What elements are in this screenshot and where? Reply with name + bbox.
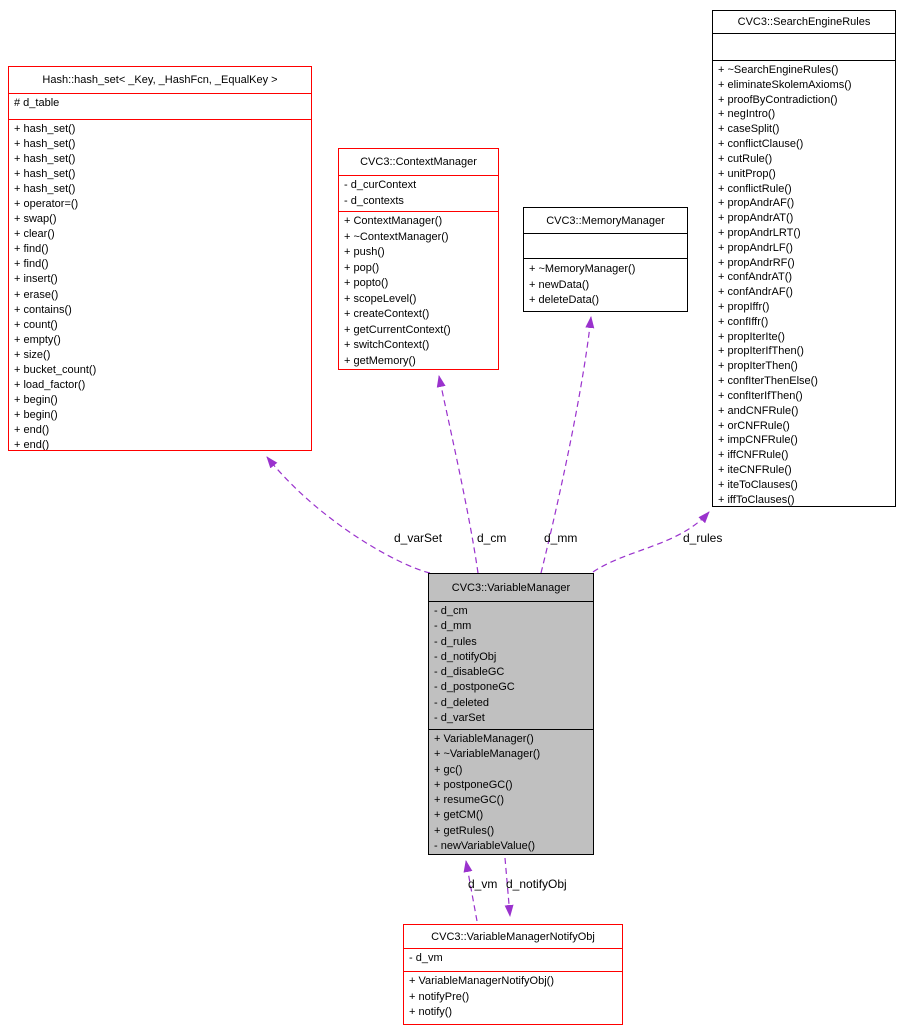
method-item: + eliminateSkolemAxioms() [718,78,852,91]
class-title-variable-manager: CVC3::VariableManager [451,581,571,594]
method-item: + popto() [344,277,389,289]
class-methods [429,729,593,854]
method-item: + end() [14,423,50,436]
method-item: + VariableManager() [434,733,534,745]
class-box-variable-manager-notify-obj[interactable] [403,924,623,1025]
class-methods [404,971,622,1024]
method-item: + propAndrLRT() [718,226,801,239]
method-item: + andCNFRule() [718,404,799,417]
method-item: + find() [14,243,49,256]
class-box-variable-manager [428,573,594,855]
method-item: + hash_set() [14,168,76,181]
method-item: + operator=() [14,198,79,211]
attribute-item: - d_contexts [344,194,404,207]
method-item: + scopeLevel() [344,292,417,305]
class-methods [524,258,687,311]
class-attributes [713,33,895,60]
method-item: + propAndrLF() [718,241,793,254]
class-title-variable-manager-notify-obj[interactable]: CVC3::VariableManagerNotifyObj [431,930,595,943]
method-item: + notifyPre() [409,990,470,1003]
class-attributes [429,601,593,729]
method-item: + getCM() [434,809,484,822]
method-item: + VariableManagerNotifyObj() [409,975,554,987]
method-item: + swap() [14,213,57,226]
method-item: + newData() [529,278,590,291]
method-item: + proofByContradiction() [718,93,838,106]
method-item: + propIterThen() [718,360,798,373]
class-attributes [339,175,498,211]
method-item: + confIffr() [718,315,769,328]
attribute-item: - d_deleted [434,696,490,709]
method-item: + hash_set() [14,138,76,151]
method-item: + getMemory() [344,354,416,367]
attribute-item: - d_vm [409,952,443,964]
attribute-item: - d_notifyObj [434,650,497,663]
edge-label-d-cm: d_cm [477,531,507,545]
method-item: + ~VariableManager() [434,748,541,761]
method-item: + ~ContextManager() [344,230,449,243]
method-item: + ~MemoryManager() [529,263,636,275]
method-item: + propIffr() [718,301,770,313]
class-attributes [524,233,687,258]
attribute-item: - d_rules [434,635,477,648]
edge-d-cm [439,376,478,573]
method-item: + contains() [14,303,72,316]
method-item: + unitProp() [718,167,776,180]
class-box-hash-set[interactable] [8,66,312,451]
method-item: + caseSplit() [718,123,780,136]
edge-label-d-rules: d_rules [683,531,723,545]
edge-label-d-vm: d_vm [468,877,498,891]
attribute-item: - d_curContext [344,179,417,191]
method-item: + propAndrAF() [718,197,795,210]
method-item: + iffToClauses() [718,493,795,506]
class-methods [713,60,895,506]
method-item: + propAndrRF() [718,256,795,269]
method-item: + begin() [14,393,58,406]
method-item: + cutRule() [718,152,773,165]
method-item: + propIterIfThen() [718,345,804,358]
method-item: + postponeGC() [434,778,513,791]
class-title-context-manager[interactable]: CVC3::ContextManager [360,156,477,168]
method-item: + hash_set() [14,183,76,196]
method-item: + confAndrAF() [718,286,793,299]
method-item: + impCNFRule() [718,434,798,447]
class-methods [9,119,311,450]
class-methods [339,211,498,369]
method-item: + begin() [14,408,58,421]
method-item: + propIterIte() [718,330,785,343]
method-item: + conflictRule() [718,182,792,195]
method-item: + count() [14,318,58,331]
method-item: + pop() [344,261,380,274]
method-item: + ~SearchEngineRules() [718,64,839,76]
method-item: + deleteData() [529,294,600,306]
edge-label-d-notifyobj: d_notifyObj [506,877,567,891]
method-item: + negIntro() [718,108,776,121]
class-box-memory-manager[interactable] [523,207,688,312]
edge-d-vm [466,861,477,921]
method-item: + hash_set() [14,123,76,135]
method-item: + confIterIfThen() [718,389,803,402]
method-item: + notify() [409,1006,453,1018]
method-item: + clear() [14,228,55,241]
attribute-item: - d_disableGC [434,666,505,679]
method-item: + confAndrAT() [718,271,793,284]
method-item: + bucket_count() [14,363,97,376]
method-item: + propAndrAT() [718,212,794,225]
method-item: - newVariableValue() [434,840,536,853]
edge-d-varset [267,457,430,573]
method-item: + find() [14,258,49,271]
method-item: + iffCNFRule() [718,449,789,462]
attribute-item: # d_table [14,97,60,109]
method-item: + size() [14,348,51,361]
method-item: + switchContext() [344,339,430,351]
attribute-item: - d_varSet [434,712,485,725]
method-item: + conflictClause() [718,138,804,151]
method-item: + insert() [14,273,58,286]
method-item: + ContextManager() [344,215,443,227]
method-item: + confIterThenElse() [718,375,818,388]
method-item: + load_factor() [14,378,86,391]
class-attributes [404,948,622,971]
method-item: + getRules() [434,824,495,837]
method-item: + erase() [14,288,59,301]
class-title-hash-set[interactable]: Hash::hash_set< _Key, _HashFcn, _EqualKey > [42,74,278,86]
class-title-memory-manager[interactable]: CVC3::MemoryManager [546,214,665,227]
edge-label-d-mm: d_mm [544,531,578,545]
method-item: + getCurrentContext() [344,323,451,336]
method-item: + iteToClauses() [718,478,798,491]
method-item: + end() [14,438,50,450]
method-item: + resumeGC() [434,794,504,807]
class-box-search-engine-rules[interactable] [712,10,896,507]
attribute-item: - d_postponeGC [434,681,515,694]
method-item: + orCNFRule() [718,419,790,432]
class-title-search-engine-rules[interactable]: CVC3::SearchEngineRules [737,16,871,28]
method-item: + gc() [434,763,463,776]
method-item: + push() [344,246,385,258]
attribute-item: - d_cm [434,605,468,617]
class-box-context-manager[interactable] [338,148,499,370]
method-item: + empty() [14,333,61,346]
class-attributes [9,93,311,119]
method-item: + iteCNFRule() [718,463,792,476]
edge-label-d-varset: d_varSet [394,531,443,545]
method-item: + createContext() [344,308,430,320]
attribute-item: - d_mm [434,620,472,633]
method-item: + hash_set() [14,153,76,166]
